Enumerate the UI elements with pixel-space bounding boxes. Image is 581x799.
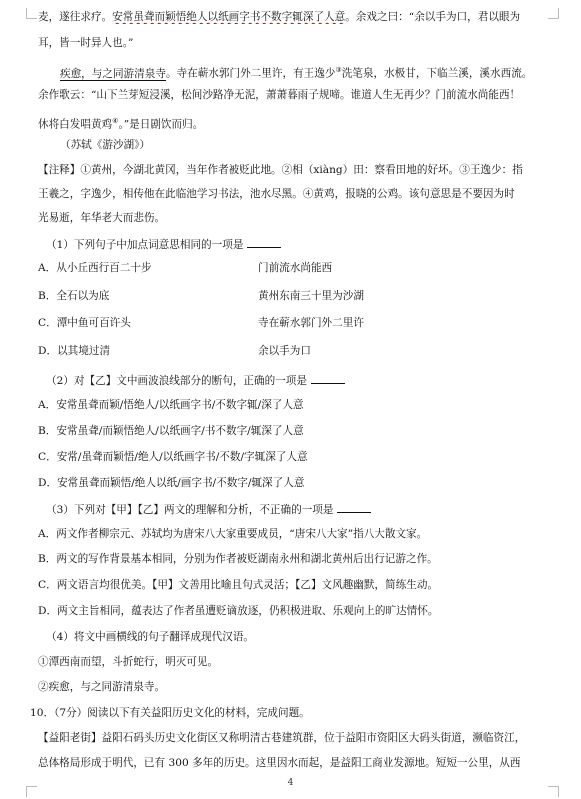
passage-line-1: 麦，遂往求疗。安常虽聋而颖悟绝人以纸画字书不数字辄深了人意。余戏之曰：“余以手为口，君以眼为	[38, 11, 521, 23]
q2-option-a: A．安常虽聋而颖/悟绝人/以纸画字书/不数字辄/深了人意	[38, 399, 304, 411]
q1-option-a: A．从小丘西行百二十步 门前流水尚能西	[38, 262, 333, 274]
question-4: （4）将文中画横线的句子翻译成现代汉语。	[46, 631, 255, 643]
q2-option-b: B．安常虽聋/而颖悟绝人/以纸画字/书不数字/辄深了人意	[38, 425, 304, 437]
passage-line-5: 休将白发唱黄鸡④。”是日剧饮而归。	[38, 117, 204, 131]
crop-mark-top-left	[26, 8, 37, 19]
notes-line-2: 王羲之，字逸少，相传他在此临池学习书法，池水尽黑。④黄鸡，报晓的公鸡。该句意思是不要因为时	[38, 188, 515, 200]
question-3: （3）下列对【甲】【乙】两文的理解和分析，不正确的一项是	[46, 502, 557, 517]
passage-line-4: 余作歌云：“山下兰芽短浸溪，松间沙路净无泥，萧萧暮雨子规啼。谁道人生无再少？门前流水尚能西！	[38, 89, 521, 101]
material-line-2: 总体格局形成于明代，已有 300 多年的历史。这里因水而起，是益阳工商业发源地。短短一公里，从西	[38, 757, 521, 769]
answer-blank	[247, 237, 281, 248]
passage-line-3: 疾愈，与之同游清泉寺。寺在蕲水郭门外二里许，有王逸少③洗笔泉，水极甘，下临兰溪，溪水西流。	[60, 66, 533, 80]
source-citation: （苏轼《游沙湖》）	[60, 139, 151, 151]
q2-option-c: C．安常/虽聋而颖悟/绝人/以纸画字书/不数/字辄深了人意	[38, 451, 308, 463]
material-line-1: 【益阳老街】益阳石码头历史文化街区又称明清古巷建筑群，位于益阳市资阳区大码头街道，濒临资江，	[38, 732, 526, 744]
q3-option-d: D．两文主旨相同，蕴表达了作者虽遭贬谪放逐，仍积极进取、乐观向上的旷达情怀。	[38, 605, 439, 617]
underlined-sentence: 疾愈，与之同游清泉寺	[60, 67, 166, 80]
q4-sentence-1: ①潭西南而望，斗折蛇行，明灭可见。	[38, 656, 219, 668]
q3-option-a: A．两文作者柳宗元、苏轼均为唐宋八大家重要成员，“唐宋八大家”指八大散文家。	[38, 528, 428, 540]
q2-option-d: D．安常虽聋而颖悟/绝人以纸/画字书/不数字/辄深了人意	[38, 477, 305, 489]
q1-option-c: C．潭中鱼可百许头 寺在蕲水郭门外二里许	[38, 317, 364, 329]
question-1: （1）下列句子中加点词意思相同的一项是	[46, 237, 557, 252]
page-number: 4	[287, 778, 294, 788]
q3-option-c: C．两文语言均很优美。【甲】文善用比喻且句式灵活；【乙】文风趣幽默，简练生动。	[38, 579, 439, 591]
q1-option-d: D．以其境过清 余以手为口	[38, 345, 311, 357]
passage-line-2: 耳，皆一时异人也。”	[38, 37, 134, 49]
answer-blank	[337, 502, 371, 513]
q4-sentence-2: ②疾愈，与之同游清泉寺。	[38, 681, 166, 693]
q1-option-b: B．全石以为底 黄州东南三十里为沙湖	[38, 290, 364, 302]
question-10: 10．（7分）阅读以下有关益阳历史文化的材料，完成问题。	[30, 707, 310, 719]
answer-blank	[311, 373, 345, 384]
q3-option-b: B．两文的写作背景基本相同，分别为作者被贬湖南永州和湖北黄州后出行记游之作。	[38, 553, 438, 565]
wavy-underlined-sentence: 安常虽聋而颖悟绝人以纸画字书不数字辄深了人意	[112, 11, 346, 23]
notes-line-1: 【注释】①黄州，今湖北黄冈，当年作者被贬此地。②相（xiàng）田：察看田地的好坏。③王逸少：指	[38, 164, 523, 176]
notes-line-3: 光易逝，年华老大而悲伤。	[38, 212, 166, 224]
question-2: （2）对【乙】文中画波浪线部分的断句，正确的一项是	[46, 373, 557, 388]
